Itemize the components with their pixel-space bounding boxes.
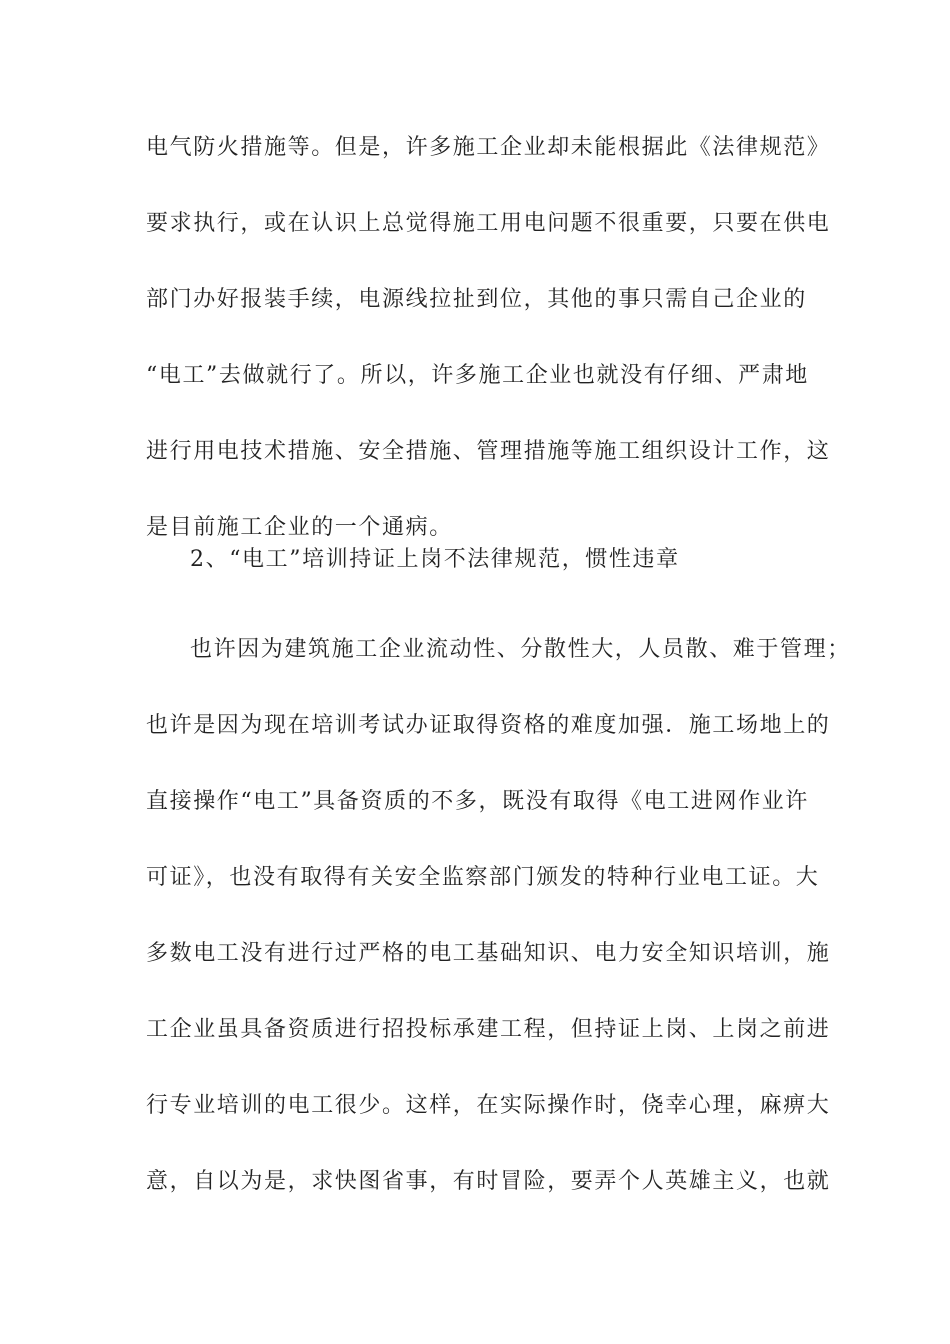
paragraph-line: 也许是因为现在培训考试办证取得资格的难度加强．施工场地上的 bbox=[146, 713, 831, 738]
paragraph-line: 部门办好报装手续，电源线拉扯到位，其他的事只需自己企业的 bbox=[146, 287, 807, 312]
paragraph-line: 电气防火措施等。但是，许多施工企业却未能根据此《法律规范》 bbox=[146, 135, 831, 160]
paragraph-line: 也许因为建筑施工企业流动性、分散性大，人员散、难于管理； bbox=[190, 637, 851, 662]
paragraph-line: 要求执行，或在认识上总觉得施工用电问题不很重要，只要在供电 bbox=[146, 211, 831, 236]
paragraph-line: 行专业培训的电工很少。这样，在实际操作时，侥幸心理，麻痹大 bbox=[146, 1093, 831, 1118]
section-heading: 2、“电工”培训持证上岗不法律规范，惯性违章 bbox=[190, 547, 680, 572]
paragraph-line: “电工”去做就行了。所以，许多施工企业也就没有仔细、严肃地 bbox=[146, 363, 809, 388]
paragraph-line: 意，自以为是，求快图省事，有时冒险，要弄个人英雄主义，也就 bbox=[146, 1169, 831, 1194]
paragraph-line: 直接操作“电工”具备资质的不多，既没有取得《电工进网作业许 bbox=[146, 789, 809, 814]
paragraph-line: 进行用电技术措施、安全措施、管理措施等施工组织设计工作，这 bbox=[146, 439, 831, 464]
paragraph-line: 多数电工没有进行过严格的电工基础知识、电力安全知识培训，施 bbox=[146, 941, 831, 966]
paragraph-line: 可证》，也没有取得有关安全监察部门颁发的特种行业电工证。大 bbox=[146, 865, 820, 890]
paragraph-line: 是目前施工企业的一个通病。 bbox=[146, 515, 453, 540]
paragraph-line: 工企业虽具备资质进行招投标承建工程，但持证上岗、上岗之前进 bbox=[146, 1017, 831, 1042]
